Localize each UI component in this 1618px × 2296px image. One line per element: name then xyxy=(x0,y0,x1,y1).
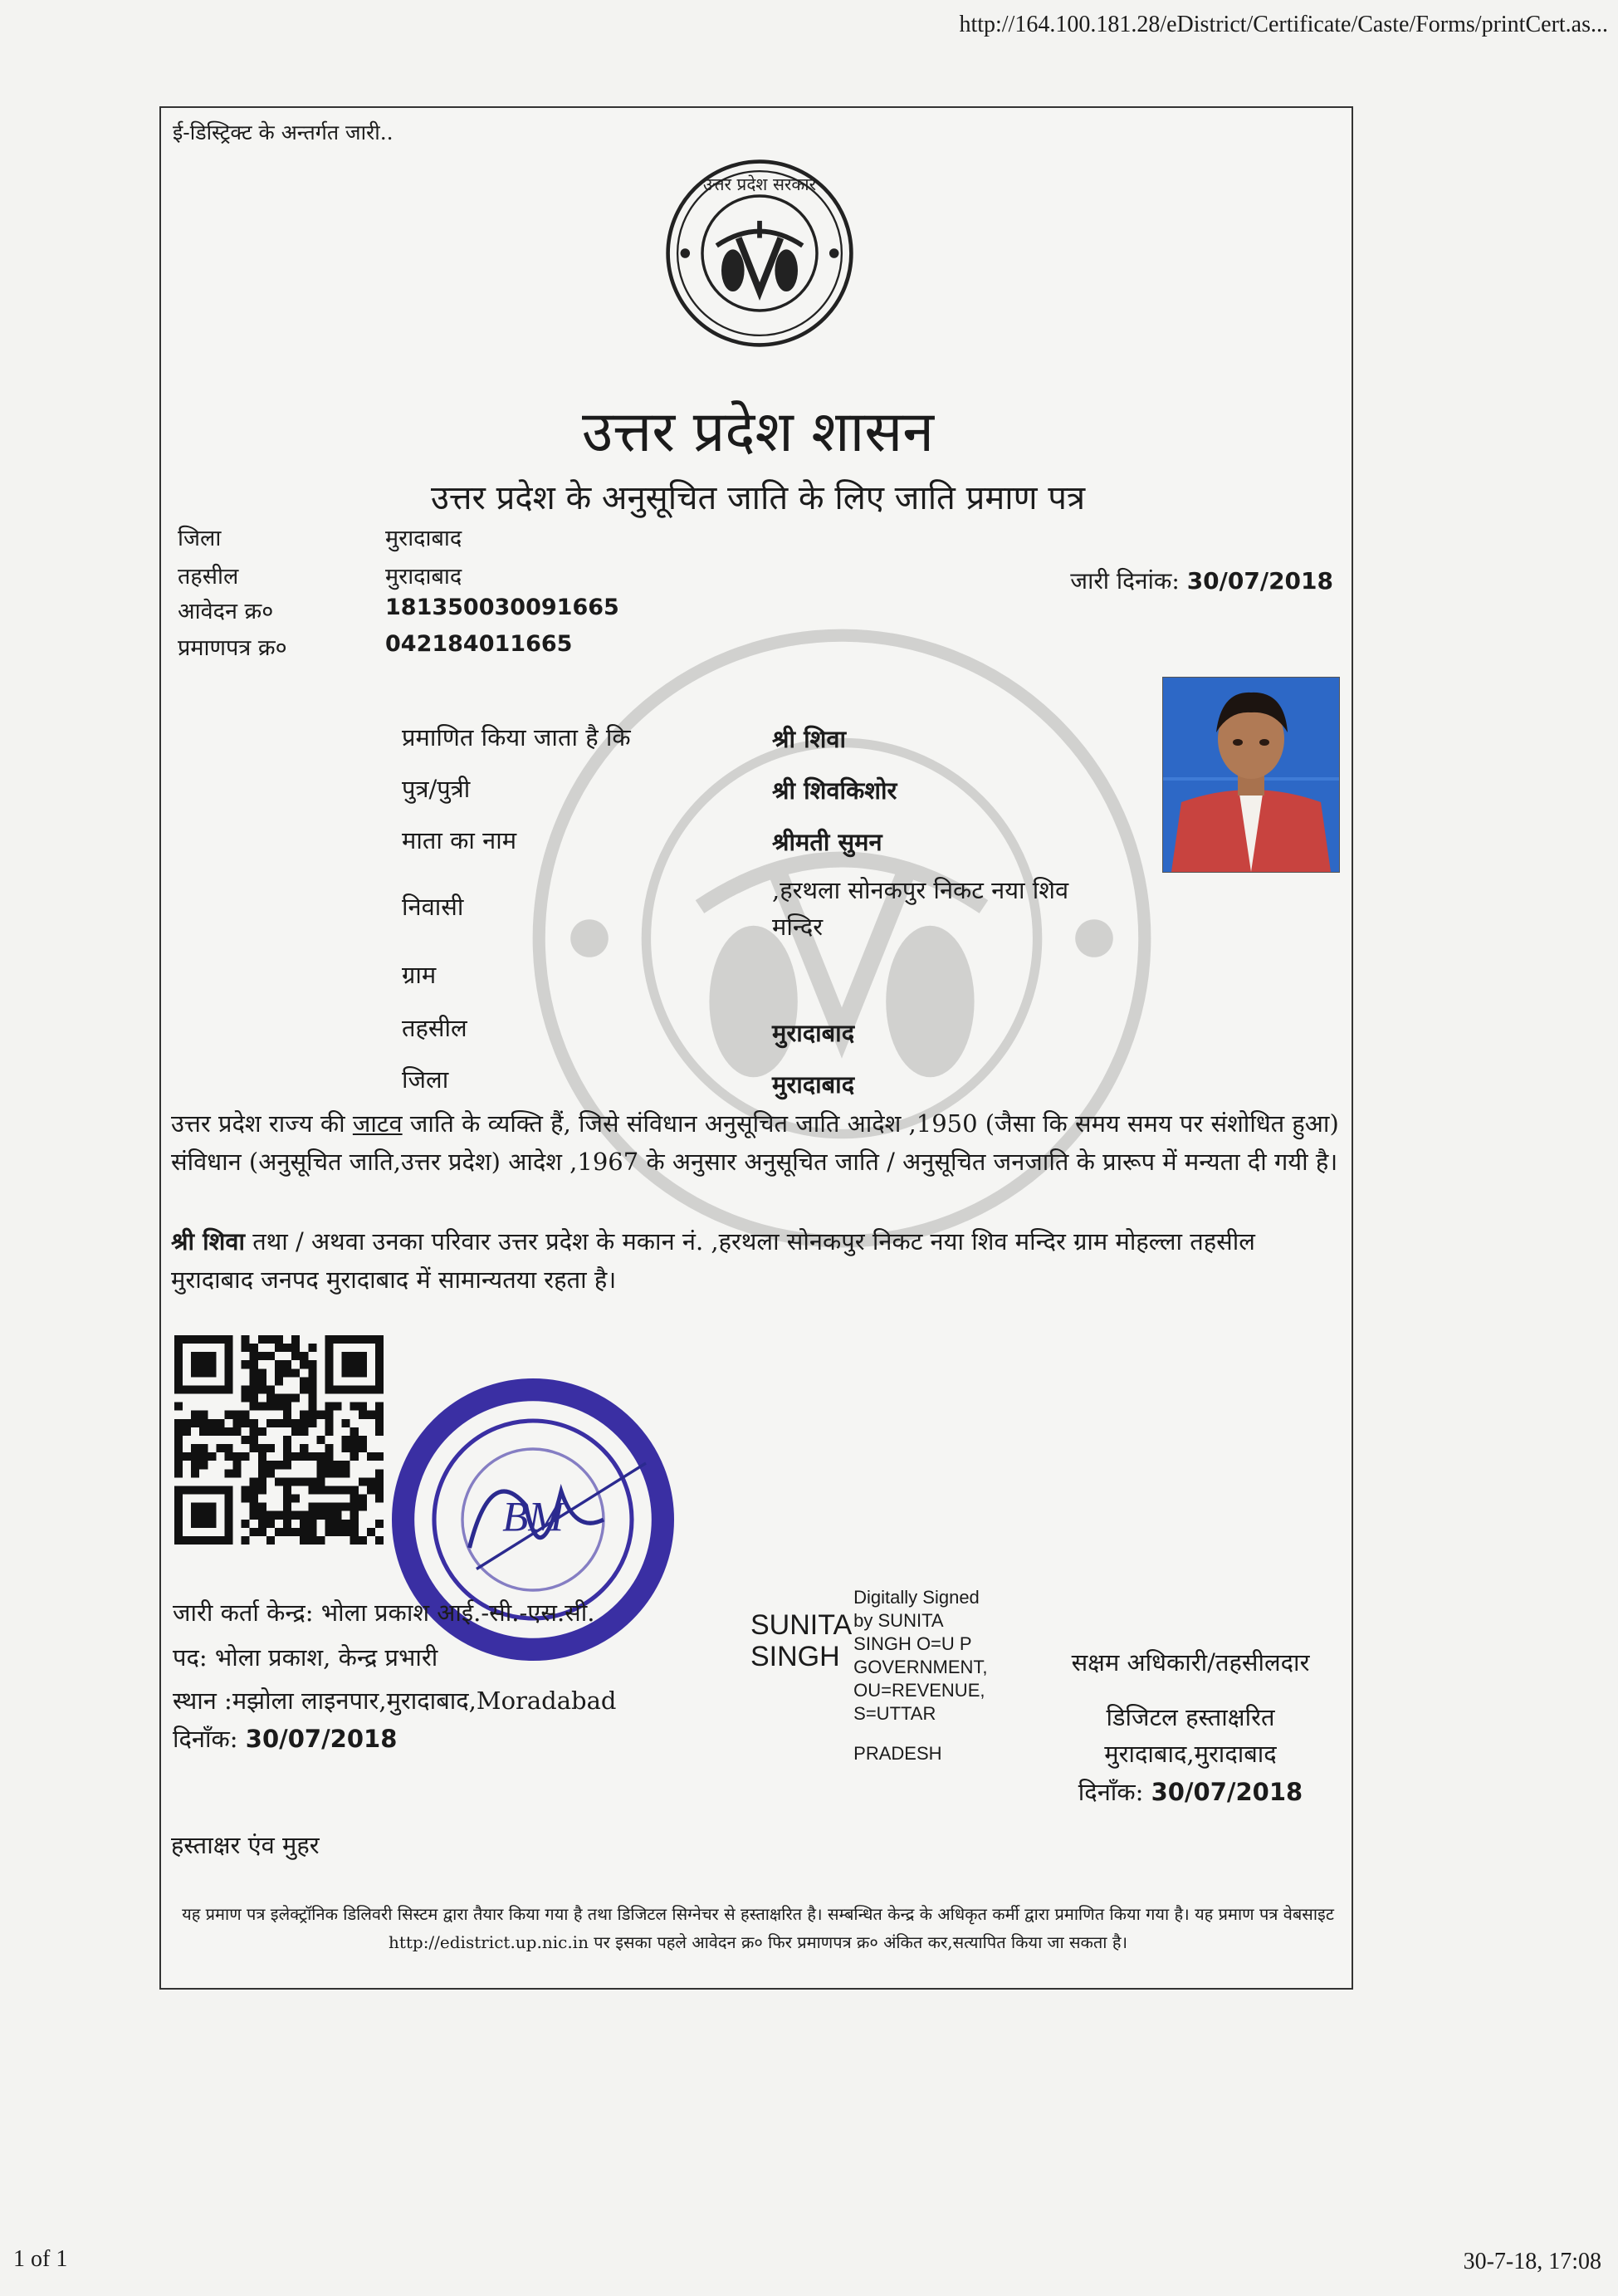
issuer-date-label: दिनाँक: xyxy=(173,1725,238,1753)
emblem-text: उत्तर प्रदेश सरकार xyxy=(702,174,817,195)
certificate-no-label: प्रमाणपत्र क्र० xyxy=(178,635,287,661)
application-no-value: 181350030091665 xyxy=(385,595,619,620)
person-name: श्री शिवा xyxy=(772,725,847,753)
signature-note-line: Digitally Signed xyxy=(853,1587,980,1608)
applicant-photo xyxy=(1162,677,1340,873)
authority-digital: डिजिटल हस्ताक्षरित xyxy=(1106,1703,1275,1731)
signature-note-line: SINGH O=U P xyxy=(853,1633,972,1654)
person-district-label: जिला xyxy=(402,1065,449,1094)
parent-name: श्री शिवकिशोर xyxy=(772,776,897,805)
signature-initials: BM xyxy=(502,1494,564,1541)
signature-note-line: by SUNITA xyxy=(853,1610,944,1631)
issued-under-label: ई-डिस्ट्रिक्ट के अन्तर्गत जारी.. xyxy=(173,120,394,144)
caste-certificate xyxy=(159,106,1353,1990)
up-government-emblem xyxy=(664,158,855,349)
government-title: उत्तर प्रदेश शासन xyxy=(582,399,934,465)
district-label: जिला xyxy=(178,526,222,551)
sign-and-seal-label: हस्ताक्षर एंव मुहर xyxy=(171,1831,320,1859)
certificate-no-value: 042184011665 xyxy=(385,631,573,657)
caste-name: जाटव xyxy=(352,1109,403,1138)
application-no-label: आवेदन क्र० xyxy=(178,599,274,624)
person-tehsil-value: मुरादाबाद xyxy=(772,1019,855,1047)
certificate-subtitle: उत्तर प्रदेश के अनुसूचित जाति के लिए जाति प्रमाण पत्र xyxy=(430,479,1086,517)
tehsil-label: तहसील xyxy=(178,564,239,590)
parent-label: पुत्र/पुत्री xyxy=(402,775,471,803)
authority-date-label: दिनाँक: xyxy=(1078,1778,1144,1806)
signer-name-line-1: SUNITA xyxy=(750,1609,853,1641)
resident-line-2: मन्दिर xyxy=(772,913,824,941)
resident-line-1: ,हरथला सोनकपुर निकट नया शिव xyxy=(772,876,1069,904)
digital-signature-block xyxy=(750,1586,1033,1765)
issuer-place: स्थान :मझोला लाइनपार,मुरादाबाद,Moradabad xyxy=(173,1687,617,1715)
signature-note-line: OU=REVENUE, xyxy=(853,1680,985,1701)
village-label: ग्राम xyxy=(402,961,437,989)
qr-code xyxy=(174,1335,384,1545)
issue-date-value: 30/07/2018 xyxy=(1186,567,1333,595)
issuer-date xyxy=(173,1722,397,1755)
issuer-date-value: 30/07/2018 xyxy=(245,1725,398,1753)
issuing-center: जारी कर्ता केन्द्र: भोला प्रकाश आई.-सी.-एस.सी. xyxy=(173,1598,595,1627)
authority-date xyxy=(1033,1775,1348,1808)
person-tehsil-label: तहसील xyxy=(402,1014,467,1042)
residence-statement: श्री शिवा तथा / अथवा उनका परिवार उत्तर प्रदेश के मकान नं. ,हरथला सोनकपुर निकट नया शिव मन्दिर ग्राम मोहल्ला तहसील मुरादाबाद जनपद मुरादाबाद में सामान्यतया रहता है। xyxy=(171,1227,1255,1294)
authority-place: मुरादाबाद,मुरादाबाद xyxy=(1104,1740,1277,1768)
statement-person-name: श्री शिवा xyxy=(171,1227,246,1256)
signer-name-line-2: SINGH xyxy=(750,1641,840,1672)
issue-date xyxy=(1070,565,1333,596)
signature-note-line: S=UTTAR xyxy=(853,1703,936,1724)
certified-label: प्रमाणित किया जाता है कि xyxy=(402,723,631,751)
signature-note-line xyxy=(853,1726,987,1742)
certificate-footer-note: यह प्रमाण पत्र इलेक्ट्रॉनिक डिलिवरी सिस्टम द्वारा तैयार किया गया है तथा डिजिटल सिग्नेचर से हस्ताक्षरित है। सम्बन्धित केन्द्र के अधिकृत कर्मी द्वारा प्रमाणित किया गया है। यह प्रमाण पत्र वेबसाइट http://edistrict.up.nic.in पर इसका पहले आवेदन क्र० फिर प्रमाणपत्र क्र० अंकित कर,सत्यापित किया जा सकता है। xyxy=(182,1904,1334,1952)
caste-statement: उत्तर प्रदेश राज्य की जाटव जाति के व्यक्ति हैं, जिसे संविधान अनुसूचित जाति आदेश ,1950 (जैसा कि समय समय पर संशोधित हुआ) संविधान (अनुसूचित जाति,उत्तर प्रदेश) आदेश ,1967 के अनुसार अनुसूचित जाति / अनुसूचित जनजाति के प्रारूप में मन्यता दी गयी है। xyxy=(171,1109,1339,1176)
browser-url: http://164.100.181.28/eDistrict/Certificate/Caste/Forms/printCert.as... xyxy=(959,12,1608,37)
page-count: 1 of 1 xyxy=(13,2246,68,2272)
mother-name: श्रीमती सुमन xyxy=(772,828,882,856)
signature-note-line: PRADESH xyxy=(853,1743,942,1764)
district-value: मुरादाबाद xyxy=(385,526,462,551)
mother-label: माता का नाम xyxy=(402,826,517,854)
issuer-post: पद: भोला प्रकाश, केन्द्र प्रभारी xyxy=(173,1643,438,1672)
issue-date-label: जारी दिनांक: xyxy=(1070,567,1180,595)
person-district-value: मुरादाबाद xyxy=(772,1070,855,1099)
authority-date-value: 30/07/2018 xyxy=(1151,1778,1303,1806)
tehsil-value: मुरादाबाद xyxy=(385,564,462,590)
resident-label: निवासी xyxy=(402,893,464,921)
authority-title: सक्षम अधिकारी/तहसीलदार xyxy=(1071,1648,1310,1677)
print-timestamp: 30-7-18, 17:08 xyxy=(1463,2249,1601,2274)
signature-note-line: GOVERNMENT, xyxy=(853,1657,988,1677)
